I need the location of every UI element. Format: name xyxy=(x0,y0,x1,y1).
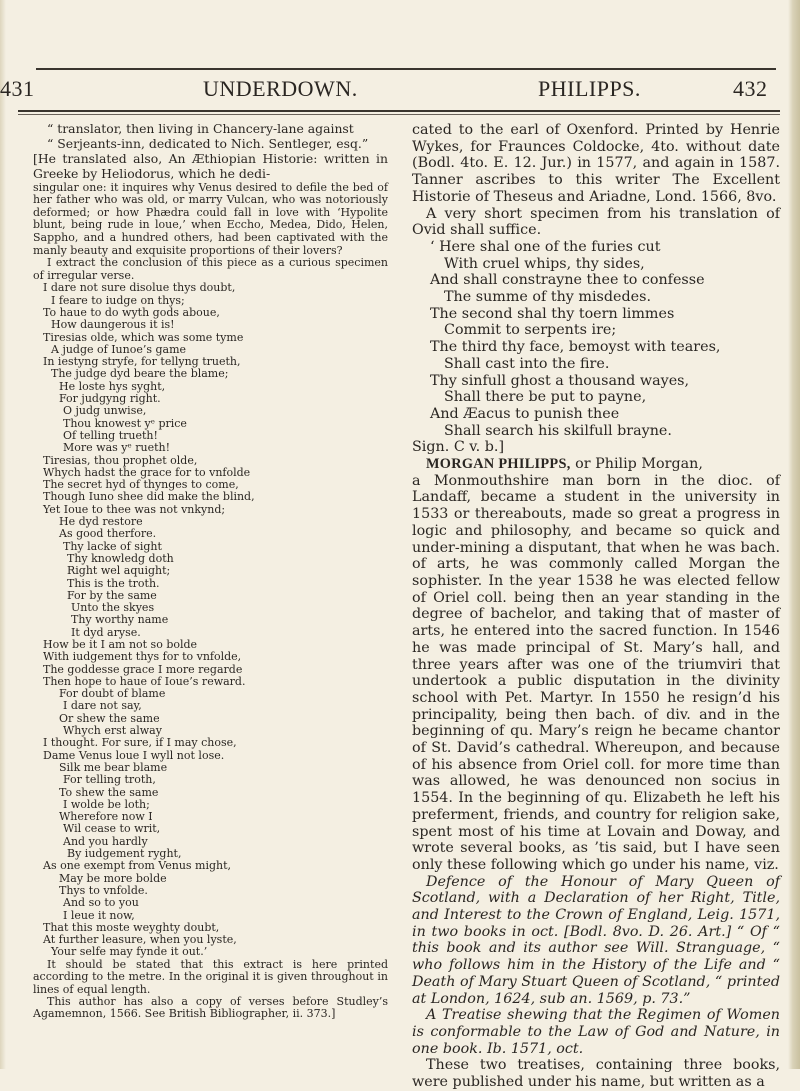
verse-line: The summe of thy misdedes. xyxy=(444,289,652,306)
paragraph: A very short specimen from his translation of Ovid shall suffice. xyxy=(412,205,780,239)
verse-line: Thy sinfull ghost a thousand wayes, xyxy=(430,372,690,389)
left-column xyxy=(33,122,388,1062)
running-header xyxy=(0,76,800,108)
paragraph: I extract the conclusion of this piece as a curious specimen of irregular verse. xyxy=(33,256,388,282)
verse-line: Shall there be put to payne, xyxy=(444,389,647,406)
verse-block xyxy=(33,282,388,958)
verse-line: Of telling trueth! xyxy=(63,428,158,442)
verse-line: I wolde be loth; xyxy=(63,797,150,811)
verse-line: Thy lacke of sight xyxy=(63,539,162,553)
verse-line: Or shew the same xyxy=(59,711,160,725)
verse-line: The goddesse grace I more regarde xyxy=(43,662,243,676)
verse-line: Shall search his skilfull brayne. xyxy=(444,422,672,439)
verse-line: For judgyng right. xyxy=(59,392,161,406)
verse-line: This is the troth. xyxy=(67,576,160,590)
verse-line: Tiresias, thou prophet olde, xyxy=(43,453,198,467)
verse-line: Thy knowledg doth xyxy=(67,551,174,565)
verse-line: The judge dyd beare the blame; xyxy=(51,367,229,381)
verse-line: Yet Ioue to thee was not vnkynd; xyxy=(43,502,226,516)
paragraph: “ translator, then living in Chancery-lane against xyxy=(47,121,354,136)
verse-line: More was yᵉ rueth! xyxy=(63,441,171,455)
verse-line: The second shal thy toern limmes xyxy=(430,305,675,322)
verse-line: Thys to vnfolde. xyxy=(59,883,148,897)
header-rule-thin xyxy=(18,114,780,115)
verse-line: Commit to serpents ire; xyxy=(444,322,617,339)
verse-line: To shew the same xyxy=(59,785,159,799)
verse-line: At further leasure, when you lyste, xyxy=(43,933,237,947)
verse-line: ‘ Here shal one of the furies cut xyxy=(430,238,661,255)
verse-block xyxy=(412,239,780,439)
verse-line: Your selfe may fynde it out.’ xyxy=(51,945,208,959)
verse-line: It dyd aryse. xyxy=(71,625,141,639)
verse-line: Wil cease to writ, xyxy=(63,822,161,836)
verse-line: I feare to iudge on thys; xyxy=(51,293,185,307)
paragraph: Defence of the Honour of Mary Queen of Scotland, with a Declaration of her Right, Title, and Interest to the Crown of England, Leig. 1571, in two books in oct. [Bodl. 8vo. D. 26. Art.] “ Of “ this book and its author see Will. Stranguage, “ who follows him in the History of the Life and “ Death of Mary Stuart Queen of Scotland, “ printed at London, 1624, sub an. 1569, p. 73.” xyxy=(412,873,780,1007)
footnote: This author has also a copy of verses before Studley’s Agamemnon, 1566. See British Bibliographer, ii. 373.] xyxy=(33,994,388,1021)
verse-line: As one exempt from Venus might, xyxy=(43,859,232,873)
verse-line: And you hardly xyxy=(63,834,148,848)
verse-line: Thou knowest yᵉ price xyxy=(63,416,187,430)
running-title-left: UNDERDOWN. xyxy=(203,76,358,101)
running-title-right: PHILIPPS. xyxy=(538,76,641,101)
verse-line: Silk me bear blame xyxy=(59,760,168,774)
right-column xyxy=(412,122,780,1091)
verse-line: By iudgement ryght, xyxy=(67,847,182,861)
footnote: It should be stated that this extract is here printed according to the metre. In the original it is given throughout in lines of equal length. xyxy=(33,957,388,996)
verse-line: And shall constrayne thee to confesse xyxy=(430,272,705,289)
verse-line: That this moste weyghty doubt, xyxy=(43,920,220,934)
paragraph: These two treatises, containing three books, were published under his name, but written as a xyxy=(412,1057,780,1091)
verse-line: I dare not say, xyxy=(63,699,142,713)
verse-line: In iestyng stryfe, for tellyng trueth, xyxy=(43,355,241,369)
paragraph: [He translated also, An Æthiopian Historie: written in Greeke by Heliodorus, which he dedi- xyxy=(33,150,388,181)
verse-line: Whych erst alway xyxy=(63,724,162,738)
verse-line: He dyd restore xyxy=(59,515,143,529)
verse-line: And so to you xyxy=(63,896,139,910)
verse-line: I dare not sure disolue thys doubt, xyxy=(43,281,236,295)
page-edge-shadow xyxy=(0,0,6,1069)
verse-line: How be it I am not so bolde xyxy=(43,637,198,651)
entry-heading xyxy=(412,456,780,473)
verse-line: Dame Venus loue I wyll not lose. xyxy=(43,748,225,762)
verse-line: How daungerous it is! xyxy=(51,318,175,332)
paragraph: A Treatise shewing that the Regimen of Women is conformable to the Law of God and Nature, in one book. Ib. 1571, oct. xyxy=(412,1007,780,1057)
verse-line: Though Iuno shee did make the blind, xyxy=(43,490,255,504)
verse-line: With cruel whips, thy sides, xyxy=(444,255,645,272)
verse-line: A judge of Iunoe’s game xyxy=(51,342,187,356)
verse-line: The secret hyd of thynges to come, xyxy=(43,478,239,492)
page-number-right: 432 xyxy=(733,76,768,101)
paragraph: a Monmouthshire man born in the dioc. of Landaff, became a student in the university in 1533 or thereabouts, made so great a progress in logic and philosophy, and became so quick and under-mining a disputant, that when he was bach. of arts, he was commonly called Morgan the sophister. In the year 1538 he was elected fellow of Oriel coll. being then an year standing in the degree of bachelor, and taking that of master of arts, he entered into the sacred function. In 1546 he was made principal of St. Mary’s hall, and three years after was one of the triumviri that undertook a public disputation in the divinity school with Pet. Martyr. In 1550 he resign’d his principality, being then bach. of div. and in the beginning of qu. Mary’s reign he became chantor of St. David’s cathedral. Whereupon, and because of his absence from Oriel coll. for more time than was allowed, he was denounced non socius in 1554. In the beginning of qu. Elizabeth he left his preferment, friends, and country for religion sake, spent most of his time at Lovain and Doway, and wrote several books, as ’tis said, but I have seen only these following which go under his name, viz. xyxy=(412,472,780,873)
verse-line: The third thy face, bemoyst with teares, xyxy=(430,339,721,356)
paragraph: cated to the earl of Oxenford. Printed by Henrie Wykes, for Fraunces Coldocke, 4to. without date (Bodl. 4to. E. 12. Jur.) in 1577, and again in 1587. Tanner ascribes to this writer The Excellent Historie of Theseus and Ariadne, Lond. 1566, 8vo. xyxy=(412,122,780,205)
verse-line: Shall cast into the fire. xyxy=(444,355,610,372)
page-number-left: 431 xyxy=(0,76,35,101)
verse-line: Unto the skyes xyxy=(71,601,155,615)
verse-line: As good therfore. xyxy=(59,527,157,541)
verse-line: For doubt of blame xyxy=(59,687,166,701)
verse-line: I leue it now, xyxy=(63,908,135,922)
verse-line: For by the same xyxy=(67,588,157,602)
verse-line: With iudgement thys for to vnfolde, xyxy=(43,650,242,664)
entry-name: MORGAN PHILIPPS, xyxy=(426,456,571,473)
verse-line: Then hope to haue of Ioue’s reward. xyxy=(43,674,246,688)
verse-line: Thy worthy name xyxy=(71,613,169,627)
verse-line: For telling troth, xyxy=(63,773,156,787)
page-edge-shadow xyxy=(788,0,800,1069)
verse-line: He loste hys syght, xyxy=(59,379,166,393)
signature-reference: Sign. C v. b.] xyxy=(412,439,505,456)
top-rule xyxy=(36,68,776,70)
paragraph: “ Serjeants-inn, dedicated to Nich. Sentleger, esq.” xyxy=(47,135,369,151)
verse-line: To haue to do wyth gods aboue, xyxy=(43,305,220,319)
verse-line: Right wel aquight; xyxy=(67,564,171,578)
verse-line: Whych hadst the grace for to vnfolde xyxy=(43,465,251,479)
verse-line: O judg unwise, xyxy=(63,404,147,418)
verse-line: May be more bolde xyxy=(59,871,167,885)
verse-line: And Æacus to punish thee xyxy=(430,405,620,422)
verse-line: Tiresias olde, which was some tyme xyxy=(43,330,244,344)
header-rule xyxy=(18,110,780,112)
entry-alias: or Philip Morgan, xyxy=(570,456,703,473)
paragraph: singular one: it inquires why Venus desired to defile the bed of her father who was old, or marry Vulcan, who was notoriously deformed; or how Phædra could fall in love with ‘Hypolite blunt, being rude in loue,’ when Eccho, Medea, Dido, Helen, Sappho, and a hundred others, had been captivated with the manly beauty and exquisite proportions of their lovers? xyxy=(33,180,388,257)
verse-line: Wherefore now I xyxy=(59,810,153,824)
verse-line: I thought. For sure, if I may chose, xyxy=(43,736,237,750)
